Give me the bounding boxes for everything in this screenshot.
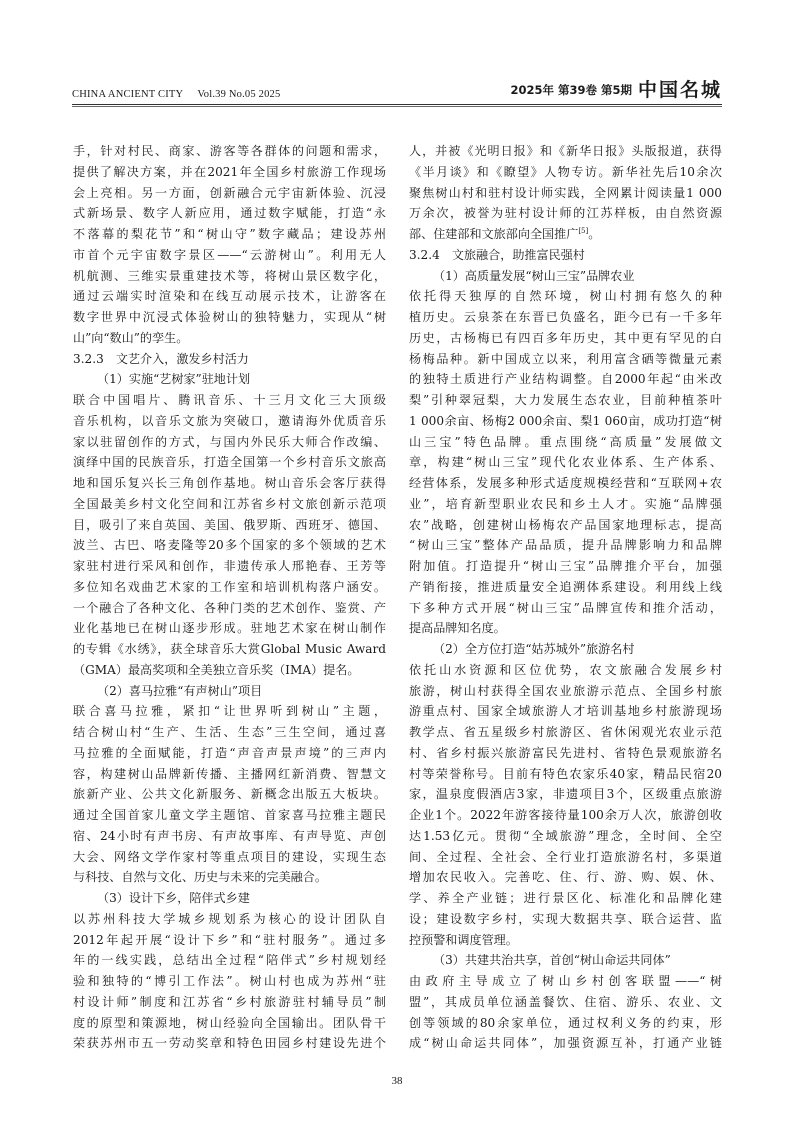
line-text: 控预警和调度管理。 [409, 932, 518, 947]
text-line [409, 141, 722, 162]
text-line [73, 598, 386, 619]
text-line [73, 162, 386, 183]
text-line [73, 971, 386, 992]
line-text: 章，构建“树山三宝”现代化农业体系、生产体系、 [409, 455, 722, 470]
page-number: 38 [391, 1075, 403, 1087]
line-text: 联合喜马拉雅，紧扣“让世界听到树山”主题， [73, 704, 386, 719]
text-line [409, 867, 722, 888]
text-line [409, 722, 722, 743]
line-text: 容，构建树山品牌新传播、主播网红新消费、智慧文 [73, 766, 386, 781]
text-line [73, 203, 386, 224]
subsection-heading [73, 681, 386, 702]
text-line [409, 764, 722, 785]
line-text: 宿、24小时有声书房、有声故事库、有声导览、声创 [73, 828, 386, 843]
line-text: 旅新产业、公共文化新服务、新概念出版五大板块。 [73, 787, 386, 802]
line-text: 度的原型和策源地，树山经验向全国输出。团队骨干 [73, 1015, 386, 1030]
text-line [409, 701, 722, 722]
text-line [409, 515, 722, 536]
journal-logo: 中国名城 [637, 79, 722, 101]
text-line [409, 847, 722, 868]
line-text: 梨”引种翠冠梨，大力发展生态农业，目前种植茶叶 [409, 393, 722, 407]
text-line [409, 183, 722, 204]
line-text: 由政府主导成立了树山乡村创客联盟——“树 [409, 974, 722, 988]
line-text: 数字世界中沉浸式体验树山的独特魅力，实现从“树 [73, 310, 386, 324]
text-line [73, 660, 386, 681]
line-text: 经营体系，发展多种形式适度规模经营和“互联网+农 [409, 476, 722, 490]
text-line [73, 992, 386, 1013]
line-text: 1 000余亩、杨梅2 000余亩、梨1 060亩，成功打造“树 [409, 413, 722, 428]
line-text: 地和国乐复兴长三角创作基地。树山音乐会客厅获得 [73, 476, 386, 490]
text-line [73, 556, 386, 577]
text-line [73, 286, 386, 307]
line-text: 聚焦树山村和驻村设计师实践，全网累计阅读量1 000 [409, 185, 722, 200]
text-line [73, 183, 386, 204]
text-line [73, 473, 386, 494]
line-text: 成“树山命运共同体”，加强资源互补，打通产业链 [409, 1036, 722, 1051]
subsection-heading [409, 950, 722, 971]
line-text: 以苏州科技大学城乡规划系为核心的设计团队自 [73, 911, 386, 926]
line-text: 机航测、三维实景重建技术等，将树山景区数字化， [73, 268, 386, 283]
line-text: “树山三宝”整体产品品质，提升品牌影响力和品牌 [409, 538, 722, 553]
text-line [73, 618, 386, 639]
line-text: 附加值。打造提升“树山三宝”品牌推介平台，加强 [409, 559, 722, 573]
text-line [409, 203, 722, 224]
text-line [409, 992, 722, 1013]
text-line [409, 162, 722, 183]
line-text: 的独特土质进行产业结构调整。自2000年起“由米改 [409, 372, 722, 387]
line-text: 通过全国首家儿童文学主题馆、首家喜马拉雅主题民 [73, 808, 386, 822]
line-text: 波兰、古巴、咯麦隆等20多个国家的多个领域的艺术 [73, 538, 386, 553]
citation-marker: [5] [578, 226, 589, 235]
section-heading [73, 349, 386, 370]
line-text: 通过云端实时渲染和在线互动展示技术，让游客在 [73, 289, 386, 304]
text-line [409, 888, 722, 909]
line-text: 全国最美乡村文化空间和江苏省乡村文旅创新示范项 [73, 496, 386, 511]
text-line [73, 701, 386, 722]
text-line [73, 535, 386, 556]
text-line [409, 369, 722, 390]
line-text: 手，针对村民、商家、游客等各群体的问题和需求， [73, 144, 386, 158]
text-line [73, 494, 386, 515]
text-line [409, 224, 722, 245]
text-line [73, 639, 386, 660]
text-line [73, 432, 386, 453]
header-rule-thin [72, 106, 722, 107]
line-text: 依托得天独厚的自然环境，树山村拥有悠久的种 [409, 289, 722, 304]
line-text: （3）设计下乡，陪伴式乡建 [97, 891, 250, 905]
line-text: 目，吸引了来自英国、美国、俄罗斯、西班牙、德国、 [73, 517, 386, 532]
line-text-tail: 。 [588, 227, 601, 241]
text-line [409, 1033, 722, 1054]
header-rule-thick [72, 104, 722, 105]
line-text: 市首个元宇宙数字景区——“云游树山”。利用无人 [73, 247, 386, 262]
line-text: 设；建设数字乡村，实现大数据共享、联合运营、监 [409, 911, 722, 926]
text-line [73, 328, 386, 349]
line-text: （GMA）最高奖项和全美独立音乐奖（IMA）提名。 [73, 662, 360, 677]
text-line [73, 847, 386, 868]
line-text: （1）高质量发展“树山三宝”品牌农业 [433, 268, 635, 283]
text-line [73, 307, 386, 328]
line-text: 村设计师”制度和江苏省“乡村旅游驻村辅导员”制 [73, 994, 386, 1009]
running-header [72, 79, 722, 104]
text-line [73, 266, 386, 287]
subsection-heading [409, 266, 722, 287]
line-text: 农”战略，创建树山杨梅农产品国家地理标志，提高 [409, 517, 722, 532]
text-line [409, 556, 722, 577]
line-text: 联合中国唱片、腾讯音乐、十三月文化三大顶级 [73, 393, 386, 407]
line-text: 大会、网络文学作家村等重点项目的建设，实现生态 [73, 849, 386, 864]
line-text: 万余次，被誉为驻村设计师的江苏样板，由自然资源 [409, 206, 722, 221]
line-text: 达1.53亿元。贯彻“全域旅游”理念，全时间、全空 [409, 828, 722, 843]
text-line [409, 681, 722, 702]
text-line [409, 743, 722, 764]
line-text: （2）喜马拉雅“有声树山”项目 [97, 683, 263, 698]
line-text: 人，并被《光明日报》和《新华日报》头版报道，获得 [409, 144, 722, 158]
line-text: 荣获苏州市五一劳动奖章和特色田园乡村建设先进个 [73, 1036, 386, 1051]
line-text: 村、省乡村振兴旅游富民先进村、省特色景观旅游名 [409, 745, 722, 760]
text-line [409, 535, 722, 556]
section-heading [409, 245, 722, 266]
line-text: 验和独特的“博引工作法”。树山村也成为苏州“驻 [73, 974, 386, 988]
text-line [73, 224, 386, 245]
subsection-heading [409, 639, 722, 660]
text-line [409, 618, 722, 639]
line-text: 村等荣誉称号。目前有特色农家乐40家，精品民宿20 [409, 766, 722, 781]
line-text: 盟”，其成员单位涵盖餐饮、住宿、游乐、农业、文 [409, 994, 722, 1009]
text-line [409, 930, 722, 951]
text-line [409, 307, 722, 328]
journal-name-en: CHINA ANCIENT CITY [72, 89, 184, 100]
text-line [409, 784, 722, 805]
text-line [73, 722, 386, 743]
line-text: 业”，培育新型职业农民和乡土人才。实施“品牌强 [409, 496, 722, 511]
line-text: 历史，古杨梅已有四百多年历史，其中更有罕见的白 [409, 330, 722, 345]
text-line [73, 452, 386, 473]
line-text: 学、养全产业链；进行景区化、标准化和品牌化建 [409, 891, 722, 905]
text-line [409, 432, 722, 453]
line-text: 提供了解决方案，并在2021年全国乡村旅游工作现场 [73, 164, 386, 179]
text-line [409, 1013, 722, 1034]
line-text: 结合树山村“生产、生活、生态”三生空间，通过喜 [73, 725, 386, 739]
text-line [73, 390, 386, 411]
line-text: 杨梅品种。新中国成立以来，利用富含硒等微量元素 [409, 351, 722, 366]
line-text: 创等领域的80余家单位，通过权利义务的约束，形 [409, 1015, 722, 1030]
line-text: 会上亮相。另一方面，创新融合元宇宙新体验、沉浸 [73, 185, 386, 200]
line-text: 2012年起开展“设计下乡”和“驻村服务”。通过多 [73, 932, 386, 947]
text-line [73, 950, 386, 971]
line-text: 3.2.4 文旅融合，助推富民强村 [409, 247, 585, 262]
text-line [73, 826, 386, 847]
subsection-heading [73, 369, 386, 390]
line-text: 依托山水资源和区位优势，农文旅融合发展乡村 [409, 662, 722, 677]
line-text: 企业1个。2022年游客接待量100余万人次，旅游创收 [409, 808, 722, 822]
line-text: （3）共建共治共享，首创“树山命运共同体” [433, 953, 671, 968]
text-line [409, 909, 722, 930]
line-text: 产销衔接，推进质量安全追溯体系建设。利用线上线 [409, 579, 722, 594]
line-text: 增加农民收入。完善吃、住、行、游、购、娱、休、 [409, 870, 722, 885]
line-text: 3.2.3 文艺介入，激发乡村活力 [73, 351, 249, 366]
text-line [73, 411, 386, 432]
line-text: 音乐机构，以音乐文旅为突破口，邀请海外优质音乐 [73, 413, 386, 428]
line-text: 旅游，树山村获得全国农业旅游示范点、全国乡村旅 [409, 683, 722, 698]
line-text: 部、住建部和文旅部向全国推广 [409, 227, 579, 241]
right-text-column [409, 141, 722, 1054]
text-line [409, 349, 722, 370]
line-text: 家以驻留创作的方式，与国内外民乐大师合作改编、 [73, 434, 386, 449]
text-line [409, 494, 722, 515]
line-text: 业化基地已在树山逐步形成。驻地艺术家在树山制作 [73, 621, 386, 636]
line-text: （1）实施“艺树家”驻地计划 [97, 372, 251, 387]
text-line [409, 452, 722, 473]
text-line [73, 743, 386, 764]
line-text: 家驻村进行采风和创作，非遗传承人邢艳春、王芳等 [73, 559, 386, 573]
text-line [73, 784, 386, 805]
line-text: 多位知名戏曲艺术家的工作室和培训机构落户涵安。 [73, 579, 386, 594]
text-line [73, 764, 386, 785]
line-text: 演绎中国的民族音乐，打造全国第一个乡村音乐文旅高 [73, 455, 386, 470]
line-text: 游重点村、国家全域旅游人才培训基地乡村旅游现场 [409, 704, 722, 719]
line-text: 年的一线实践，总结出全过程“陪伴式”乡村规划经 [73, 953, 386, 968]
line-text: 山”向“数山”的孪生。 [73, 330, 189, 345]
line-text: 山三宝”特色品牌。重点围绕“高质量”发展做文 [409, 434, 722, 449]
text-line [409, 473, 722, 494]
text-line [409, 577, 722, 598]
text-line [73, 1013, 386, 1034]
text-line [409, 286, 722, 307]
line-text: 与科技、自然与文化、历史与未来的完美融合。 [73, 870, 327, 885]
text-line [409, 826, 722, 847]
text-line [409, 390, 722, 411]
line-text: 《半月谈》和《瞭望》人物专访。新华社先后10余次 [409, 164, 722, 179]
line-text: 下多种方式开展“树山三宝”品牌宣传和推介活动， [409, 600, 722, 615]
text-line [409, 598, 722, 619]
line-text: （2）全方位打造“姑苏城外”旅游名村 [433, 642, 635, 656]
text-line [409, 660, 722, 681]
line-text: 式新场景、数字人新应用，通过数字赋能，打造“永 [73, 206, 386, 221]
journal-volume: Vol.39 No.05 2025 [197, 89, 281, 100]
text-line [73, 141, 386, 162]
text-line [73, 909, 386, 930]
journal-info [72, 89, 280, 100]
text-line [73, 805, 386, 826]
issue-cn: 2025年 第39卷 第5期 [510, 83, 632, 97]
text-line [73, 867, 386, 888]
text-line [409, 328, 722, 349]
left-text-column [73, 141, 386, 1054]
line-text: 间、全过程、全社会、全行业打造旅游名村，多渠道 [409, 849, 722, 864]
line-text: 不落幕的梨花节”和“树山守”数字藏品；建设苏州 [73, 227, 386, 241]
line-text: 植历史。云泉茶在东晋已负盛名，距今已有一千多年 [409, 310, 722, 324]
line-text: 的专辑《水绣》，获全球音乐大赏Global Music Award [73, 642, 386, 656]
line-text: 家，温泉度假酒店3家，非遗项目3个，区级重点旅游 [409, 787, 722, 802]
text-line [73, 515, 386, 536]
line-text: 一个融合了各种文化、各种门类的艺术创作、鉴赏、产 [73, 600, 386, 615]
text-line [73, 930, 386, 951]
text-line [73, 245, 386, 266]
text-line [409, 805, 722, 826]
line-text: 提高品牌知名度。 [409, 621, 506, 636]
issue-info [510, 75, 722, 102]
text-line [73, 1033, 386, 1054]
text-line [409, 971, 722, 992]
text-line [409, 411, 722, 432]
line-text: 马拉雅的全面赋能，打造“声音声景声境”的三声内 [73, 745, 386, 760]
text-line [73, 577, 386, 598]
line-text: 教学点、省五星级乡村旅游区、省休闲观光农业示范 [409, 725, 722, 739]
subsection-heading [73, 888, 386, 909]
